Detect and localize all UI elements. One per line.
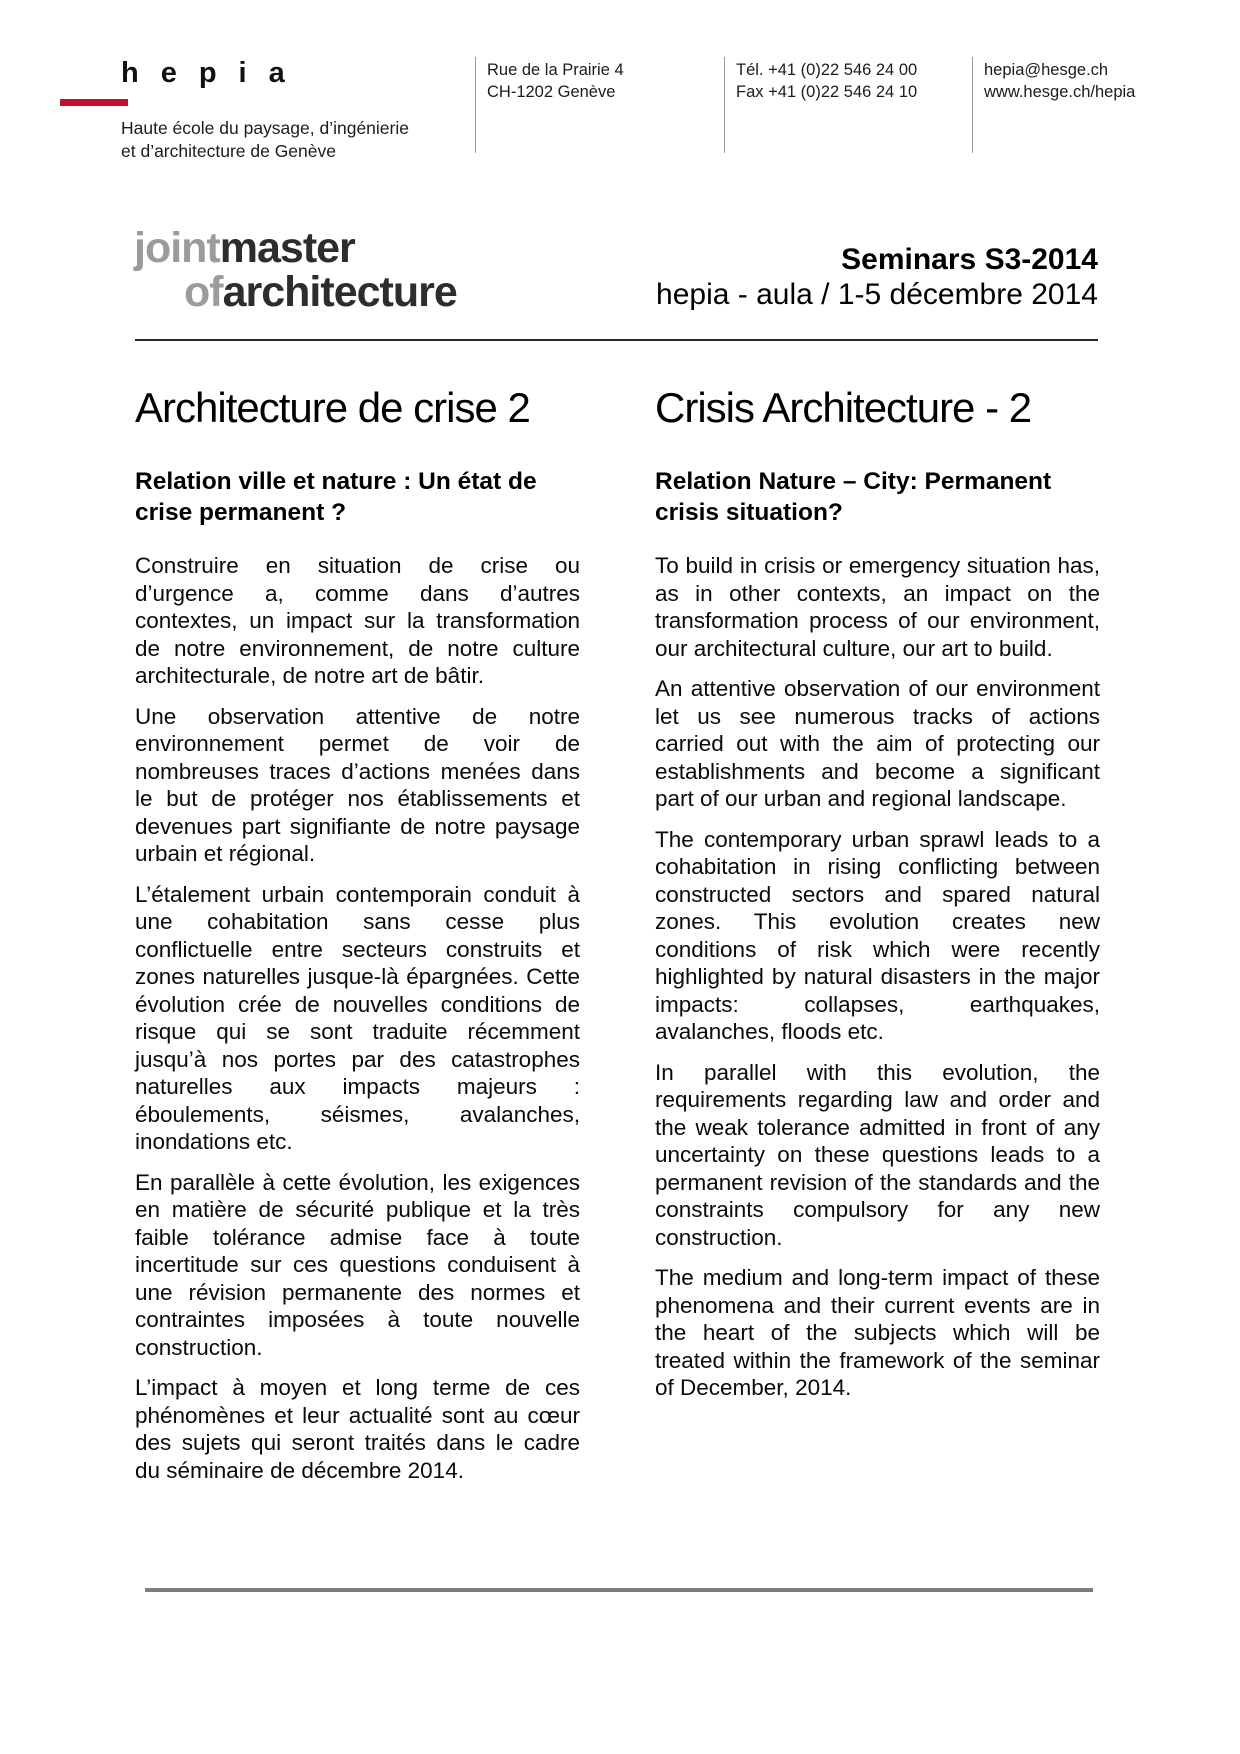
french-column — [135, 384, 580, 1497]
fax-line: Fax +41 (0)22 546 24 10 — [736, 83, 918, 101]
letterhead-divider-2 — [724, 57, 725, 153]
jma-logo-line1 — [134, 226, 457, 270]
english-title: Crisis Architecture - 2 — [655, 384, 1032, 431]
article-columns — [135, 384, 1100, 1497]
english-column — [655, 384, 1100, 1497]
french-paragraph-2: Une observation attentive de notre environnement permet de voir de nombreuses traces d’actions menées dans le but de protéger nos établissements et devenues part signifiante de notre paysage urbain et régional. — [135, 703, 580, 866]
jma-word-of: of — [184, 268, 223, 316]
english-subtitle: Relation Nature – City: Permanent crisis situation? — [655, 468, 1052, 526]
letterhead-divider-3 — [972, 57, 973, 153]
letterhead-phone — [736, 59, 917, 103]
french-paragraph-3: L’étalement urbain contemporain conduit à une cohabitation sans cesse plus conflictuelle entre secteurs construits et zones naturelles jusque-là épargnées. Cette évolution crée de nouvelles conditions de risque qui se sont traduite récemment jusqu’à nos portes par des catastrophes naturelles aux impacts majeurs : éboulements, séismes, avalanches, inondations etc. — [135, 881, 580, 1154]
hepia-tagline-line2: et d’architecture de Genève — [121, 141, 336, 161]
english-paragraph-4: In parallel with this evolution, the requirements regarding law and order and the weak tolerance admitted in front of any uncertainty on these questions leads to a permanent revision of the standards and the constraints compulsory for any new construction. — [655, 1059, 1100, 1250]
letterhead-web — [984, 59, 1135, 103]
address-line2: CH-1202 Genève — [487, 83, 616, 101]
website-text: www.hesge.ch/hepia — [984, 83, 1136, 101]
seminar-location-date: hepia - aula / 1-5 décembre 2014 — [656, 278, 1098, 311]
french-paragraph-1: Construire en situation de crise ou d’urgence a, comme dans d’autres contextes, un impact sur la transformation de notre environnement, de notre culture architecturale, de notre art de bâtir. — [135, 553, 580, 688]
jma-word-joint: joint — [134, 224, 220, 272]
phone-line: Tél. +41 (0)22 546 24 00 — [736, 61, 918, 79]
jma-word-master: master — [219, 224, 355, 272]
hepia-brand-name: hepia — [121, 57, 307, 89]
hepia-tagline — [121, 117, 409, 163]
hepia-tagline-line1: Haute école du paysage, d’ingénierie — [121, 118, 409, 138]
footer-rule — [145, 1588, 1093, 1592]
english-paragraph-2: An attentive observation of our environment let us see numerous tracks of actions carried out with the aim of protecting our establishments and become a significant part of our urban and regional landscape. — [655, 676, 1100, 811]
french-title: Architecture de crise 2 — [135, 384, 530, 431]
french-subtitle: Relation ville et nature : Un état de crise permanent ? — [135, 468, 537, 526]
french-paragraph-5: L’impact à moyen et long terme de ces phénomènes et leur actualité sont au cœur des sujets qui seront traités dans le cadre du séminaire de décembre 2014. — [135, 1375, 580, 1483]
joint-master-of-architecture-logo — [134, 226, 457, 314]
letterhead-divider-1 — [475, 57, 476, 153]
jma-logo-line2 — [134, 270, 457, 314]
seminar-heading — [656, 242, 1098, 312]
letterhead-address — [487, 59, 624, 103]
masthead-rule — [135, 339, 1098, 341]
address-line1: Rue de la Prairie 4 — [487, 61, 624, 79]
seminar-title: Seminars S3-2014 — [841, 243, 1098, 276]
english-paragraph-1: To build in crisis or emergency situation has, as in other contexts, an impact on the transformation process of our environment, our architectural culture, our art to build. — [655, 553, 1100, 661]
jma-word-architecture: architecture — [222, 268, 457, 316]
english-paragraph-3: The contemporary urban sprawl leads to a cohabitation in rising conflicting between constructed sectors and spared natural zones. This evolution creates new conditions of risk which were recently highlighted by natural disasters in the major impacts: collapses, earthquakes, avalanches, floods etc. — [655, 826, 1100, 1044]
hepia-logo-red-bar-icon — [60, 99, 128, 106]
email-text: hepia@hesge.ch — [984, 61, 1109, 79]
english-paragraph-5: The medium and long-term impact of these phenomena and their current events are in the heart of the subjects which will be treated within the framework of the seminar of December, 2014. — [655, 1265, 1100, 1400]
french-paragraph-4: En parallèle à cette évolution, les exigences en matière de sécurité publique et la très faible tolérance admise face à toute incertitude sur ces questions conduisent à une révision permanente des normes et contraintes imposées à toute nouvelle construction. — [135, 1169, 580, 1360]
